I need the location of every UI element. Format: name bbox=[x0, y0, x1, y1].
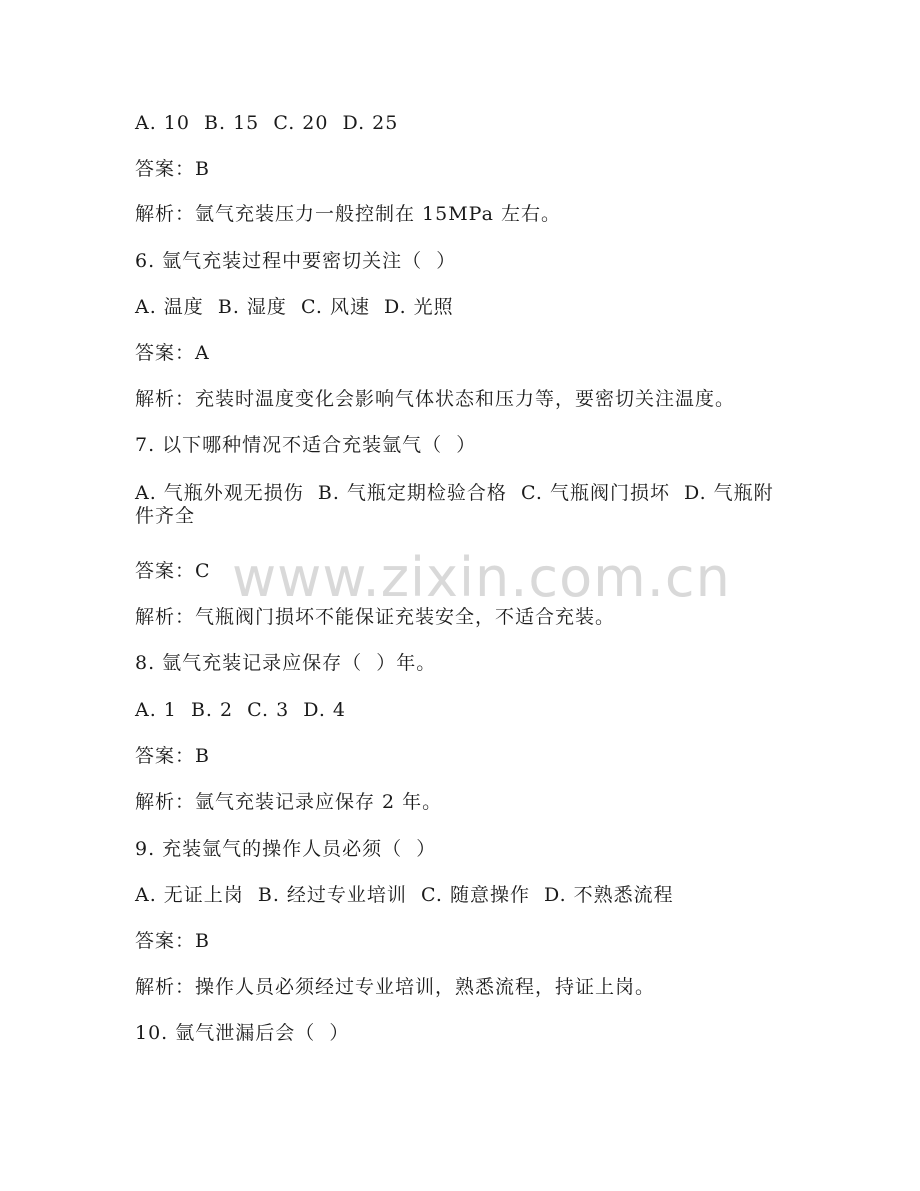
q8-explanation: 解析：氩气充装记录应保存 2 年。 bbox=[135, 791, 443, 813]
q10-question: 10. 氩气泄漏后会（ ） bbox=[135, 1022, 350, 1044]
q5-answer: 答案：B bbox=[135, 158, 210, 180]
q5-options: A. 10 B. 15 C. 20 D. 25 bbox=[135, 112, 399, 134]
q6-explanation: 解析：充装时温度变化会影响气体状态和压力等，要密切关注温度。 bbox=[135, 388, 736, 410]
q5-explanation: 解析：氩气充装压力一般控制在 15MPa 左右。 bbox=[135, 203, 561, 225]
q9-answer: 答案：B bbox=[135, 930, 210, 952]
q7-explanation: 解析：气瓶阀门损坏不能保证充装安全，不适合充装。 bbox=[135, 606, 616, 628]
q8-options: A. 1 B. 2 C. 3 D. 4 bbox=[135, 699, 347, 721]
q7-answer: 答案：C bbox=[135, 560, 211, 582]
q8-answer: 答案：B bbox=[135, 745, 210, 767]
q9-explanation: 解析：操作人员必须经过专业培训，熟悉流程，持证上岗。 bbox=[135, 976, 656, 998]
q7-options: A. 气瓶外观无损伤 B. 气瓶定期检验合格 C. 气瓶阀门损坏 D. 气瓶附件齐全 bbox=[135, 482, 774, 527]
q6-answer: 答案：A bbox=[135, 342, 210, 364]
q8-question: 8. 氩气充装记录应保存（ ）年。 bbox=[135, 652, 437, 674]
q6-options: A. 温度 B. 湿度 C. 风速 D. 光照 bbox=[135, 296, 454, 318]
q6-question: 6. 氩气充装过程中要密切关注（ ） bbox=[135, 250, 457, 272]
q9-options: A. 无证上岗 B. 经过专业培训 C. 随意操作 D. 不熟悉流程 bbox=[135, 884, 674, 906]
q9-question: 9. 充装氩气的操作人员必须（ ） bbox=[135, 838, 437, 860]
q7-question: 7. 以下哪种情况不适合充装氩气（ ） bbox=[135, 434, 477, 456]
watermark: www.zixin.com.cn bbox=[232, 546, 731, 609]
